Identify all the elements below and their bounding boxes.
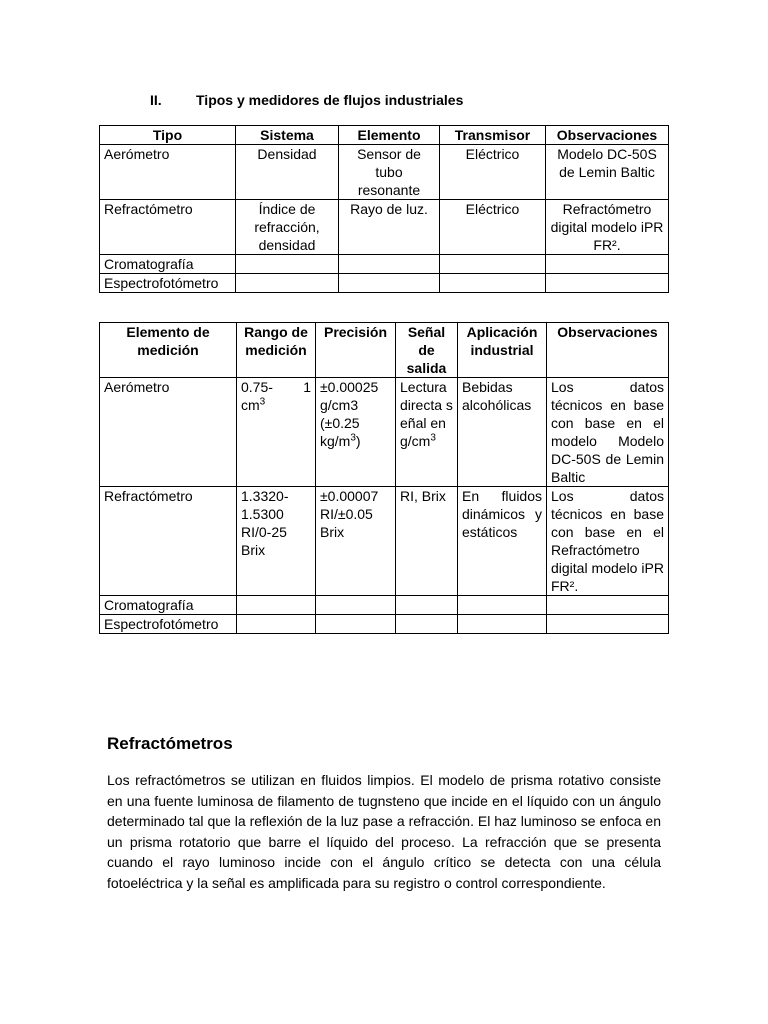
table-header-row [100, 323, 669, 378]
signal-superscript: 3 [430, 432, 436, 444]
signal-text: RI, Brix [400, 488, 446, 504]
range-superscript: 3 [259, 396, 266, 408]
table-cell [236, 274, 339, 293]
table-cell: Índice de refracción, densidad [236, 200, 339, 255]
precision-text: ±0.00025 g/cm3 (±0.25 kg/m [320, 379, 379, 449]
table-cell [316, 487, 396, 596]
table-cell: Densidad [236, 145, 339, 200]
header-tipo: Tipo [100, 126, 236, 145]
refractometros-paragraph: Los refractómetros se utilizan en fluidos limpios. El modelo de prisma rotativo consiste en una fuente luminosa de filamento de tugnsteno que incide en el líquido con un ángulo determinado tal que la reflexión de la luz pase a refracción. El haz luminoso se enfoca en un prisma rotatorio que barre el líquido del proceso. La refracción que se presenta cuando el rayo luminoso incide con el ángulo crítico se detecta con una célula fotoeléctrica y la señal es amplificada para su registro o control correspondiente. [107, 772, 661, 891]
signal-text: Lectura directa señal en g/cm [400, 379, 453, 449]
table-cell: Aerómetro [100, 378, 237, 487]
header-elemento: Elemento [339, 126, 440, 145]
table-cell [440, 255, 546, 274]
table-row [100, 487, 669, 596]
table-cell: Los datos técnicos en base con base en el Refractómetro digital modelo iPR FR². [547, 487, 669, 596]
table-cell [396, 378, 458, 487]
table-cell: Eléctrico [440, 200, 546, 255]
table-cell [547, 615, 669, 634]
range-text: 1.3320-1.5300 RI/0-25 Brix [241, 488, 289, 558]
table-cell: Bebidas alcohólicas [458, 378, 547, 487]
refractometros-heading: Refractómetros [107, 734, 233, 753]
table-cell: Rayo de luz. [339, 200, 440, 255]
table-cell [237, 615, 316, 634]
header-precision: Precisión [316, 323, 396, 378]
header-observaciones: Observaciones [546, 126, 669, 145]
table-cell [236, 255, 339, 274]
header-observaciones: Observaciones [547, 323, 669, 378]
table-cell [339, 274, 440, 293]
table-cell [546, 255, 669, 274]
table-cell: Refractómetro [100, 487, 237, 596]
table-row [100, 596, 669, 615]
table-cell [316, 615, 396, 634]
section-heading [150, 91, 463, 109]
table-cell [396, 615, 458, 634]
range-text: 0.75- 1 cm [241, 379, 311, 413]
table-header-row [100, 126, 669, 145]
table-cell [396, 487, 458, 596]
table-cell [458, 615, 547, 634]
table-cell: Cromatografía [100, 596, 237, 615]
table-cell: En fluidos dinámicos y estáticos [458, 487, 547, 596]
table-cell [237, 378, 316, 487]
table-cell: Eléctrico [440, 145, 546, 200]
table-cell [396, 596, 458, 615]
table-cell [546, 274, 669, 293]
section-title: Tipos y medidores de flujos industriales [196, 92, 464, 108]
table-cell: Espectrofotómetro [100, 615, 237, 634]
table-cell: Espectrofotómetro [100, 274, 236, 293]
header-elemento-medicion: Elemento de medición [100, 323, 237, 378]
header-transmisor: Transmisor [440, 126, 546, 145]
table-row [100, 615, 669, 634]
precision-text: ±0.00007 RI/±0.05 Brix [320, 488, 379, 540]
section-number: II. [150, 92, 162, 108]
table-row [100, 145, 669, 200]
table-cell: Refractómetro [100, 200, 236, 255]
table-cell: Cromatografía [100, 255, 236, 274]
table-cell [316, 378, 396, 487]
table-cell [237, 596, 316, 615]
measurement-table [99, 322, 669, 634]
table-row [100, 200, 669, 255]
types-table [99, 125, 669, 293]
table-cell [440, 274, 546, 293]
header-aplicacion: Aplicación industrial [458, 323, 547, 378]
table-cell: Modelo DC-50S de Lemin Baltic [546, 145, 669, 200]
table-row [100, 274, 669, 293]
table-cell: Refractómetro digital modelo iPR FR². [546, 200, 669, 255]
table-cell: Aerómetro [100, 145, 236, 200]
precision-superscript: 3 [350, 432, 356, 444]
table-cell: Los datos técnicos en base con base en el modelo Modelo DC-50S de Lemin Baltic [547, 378, 669, 487]
header-sistema: Sistema [236, 126, 339, 145]
table-row [100, 378, 669, 487]
header-senal: Señal de salida [396, 323, 458, 378]
table-cell [316, 596, 396, 615]
table-row [100, 255, 669, 274]
table-cell [458, 596, 547, 615]
table-cell [339, 255, 440, 274]
precision-text-end: ) [355, 433, 361, 449]
table-cell [547, 596, 669, 615]
table-cell [237, 487, 316, 596]
header-rango: Rango de medición [237, 323, 316, 378]
table-cell: Sensor de tubo resonante [339, 145, 440, 200]
